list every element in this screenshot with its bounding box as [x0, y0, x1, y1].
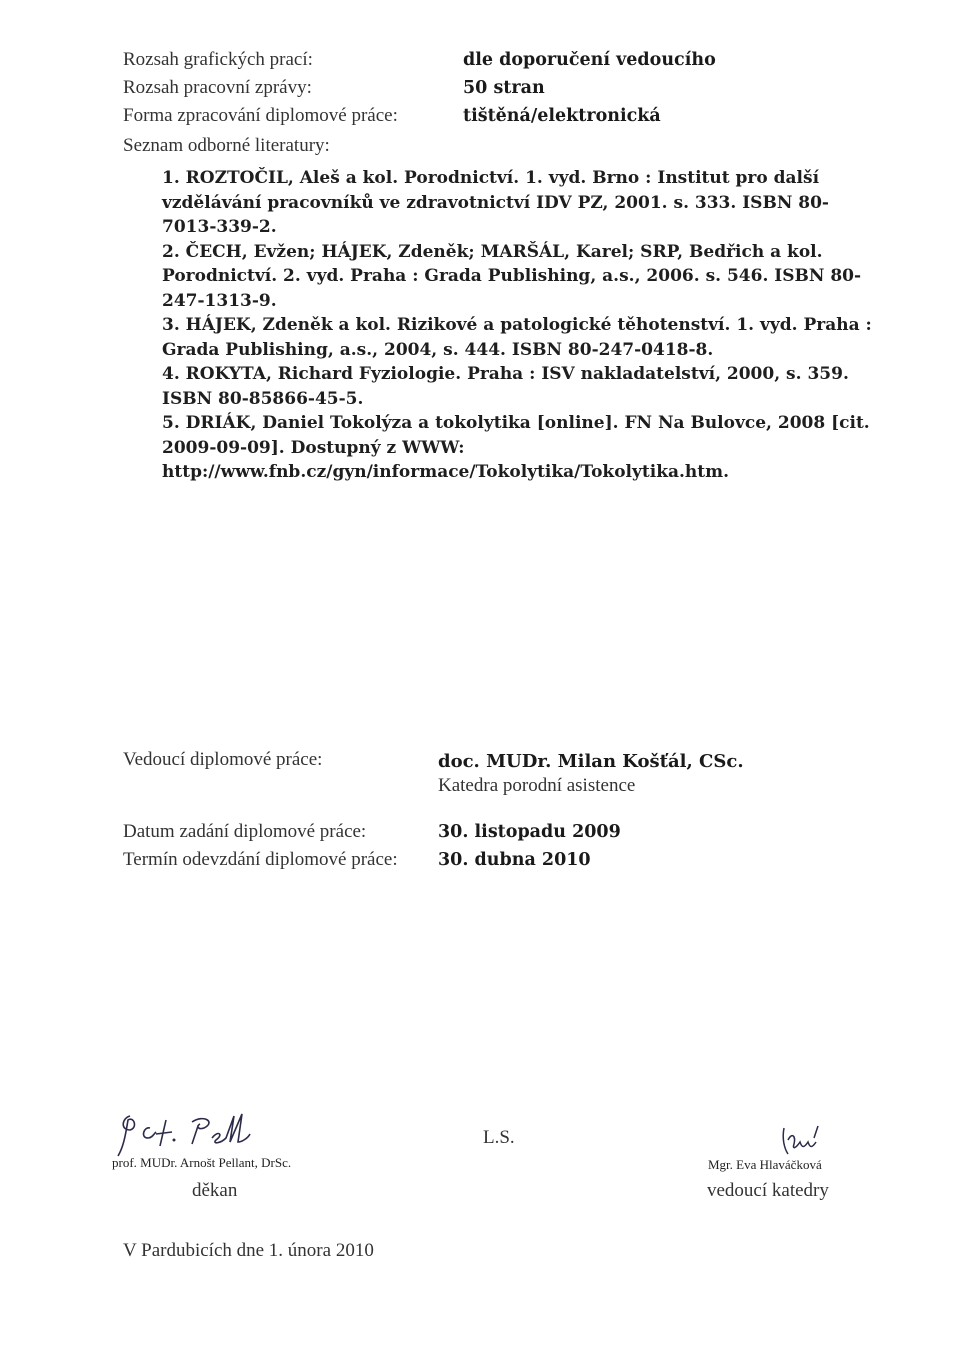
date-row-submission [123, 846, 621, 874]
dean-role: děkan [192, 1180, 238, 1201]
reference-item: 5. DRIÁK, Daniel Tokolýza a tokolytika [online]. FN Na Bulovce, 2008 [cit. 2009-09-09]. Dostupný z WWW: http://www.fnb.cz/gyn/informace/Tokolytika/Tokolytika.htm. [162, 413, 870, 482]
supervisor-name: doc. MUDr. Milan Košťál, CSc. [438, 751, 744, 772]
dean-name: prof. MUDr. Arnošt Pellant, DrSc. [112, 1155, 292, 1170]
field-label: Rozsah pracovní zprávy: [123, 77, 312, 98]
assignment-fields [123, 46, 716, 130]
date-row-assigned [123, 818, 621, 846]
head-of-department-role: vedoucí katedry [707, 1180, 829, 1201]
reference-item: 1. ROZTOČIL, Aleš a kol. Porodnictví. 1. vyd. Brno : Institut pro další vzdělávání pracovníků ve zdravotnictví IDV PZ, 2001. s. 333. ISBN 80-7013-339-2. [162, 168, 829, 237]
reference-item: 4. ROKYTA, Richard Fyziologie. Praha : ISV nakladatelství, 2000, s. 359. ISBN 80-85866-45-5. [162, 364, 849, 409]
supervisor-label: Vedoucí diplomové práce: [123, 749, 323, 770]
reference-list [162, 166, 874, 485]
dates-block [123, 818, 621, 874]
place-and-date: V Pardubicích dne 1. února 2010 [123, 1240, 374, 1261]
date-value: 30. listopadu 2009 [438, 822, 621, 842]
field-row-report-scope [123, 74, 716, 102]
head-of-department-name: Mgr. Eva Hlaváčková [708, 1157, 822, 1172]
dean-signature [108, 1108, 348, 1158]
field-label: Forma zpracování diplomové práce: [123, 105, 398, 126]
field-label: Rozsah grafických prací: [123, 49, 313, 70]
supervisor-department: Katedra porodní asistence [438, 775, 636, 796]
field-row-thesis-form [123, 102, 716, 130]
date-value: 30. dubna 2010 [438, 850, 591, 870]
reference-item: 2. ČECH, Evžen; HÁJEK, Zdeněk; MARŠÁL, Karel; SRP, Bedřich a kol. Porodnictví. 2. vyd. Praha : Grada Publishing, a.s., 2006. s. 546. ISBN 80-247-1313-9. [162, 241, 862, 311]
seal-mark: L.S. [483, 1127, 515, 1148]
date-label: Termín odevzdání diplomové práce: [123, 849, 398, 870]
literature-label: Seznam odborné literatury: [123, 135, 330, 156]
head-of-department-signature [778, 1118, 838, 1160]
field-value: tištěná/elektronická [463, 106, 661, 126]
field-row-graphic-scope [123, 46, 716, 74]
field-value: 50 stran [463, 78, 545, 98]
reference-item: 3. HÁJEK, Zdeněk a kol. Rizikové a patologické těhotenství. 1. vyd. Praha : Grada Publishing, a.s., 2004, s. 444. ISBN 80-247-0418-8. [162, 315, 872, 360]
field-value: dle doporučení vedoucího [463, 50, 716, 70]
date-label: Datum zadání diplomové práce: [123, 821, 367, 842]
